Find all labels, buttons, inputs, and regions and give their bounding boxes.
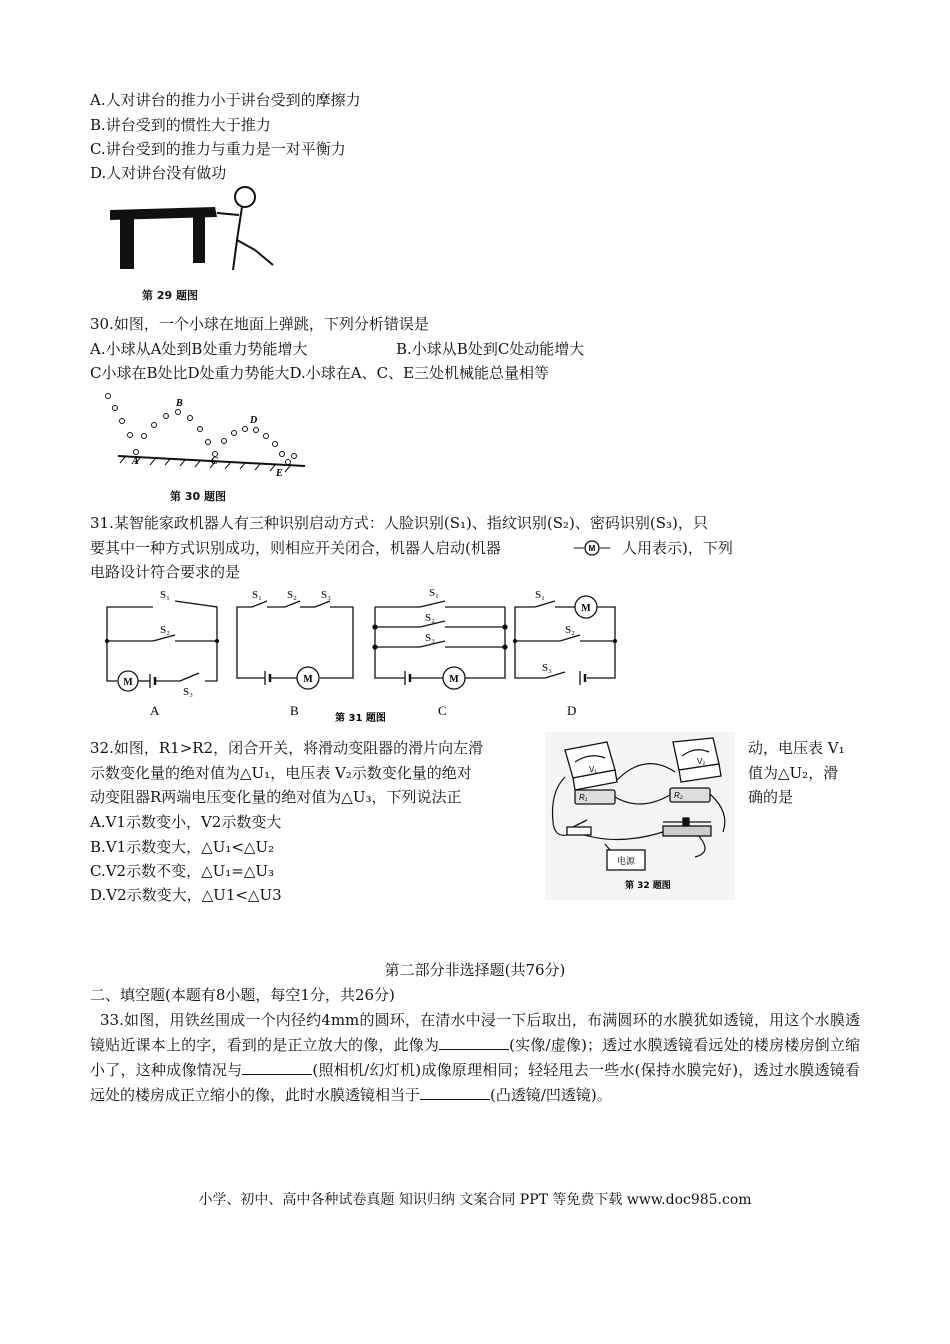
circuit-d-motor: M bbox=[581, 603, 591, 614]
circuit-c bbox=[373, 601, 507, 689]
q33-part2: (实像/虚像)；透过水膜透镜看远处的楼房楼房倒立缩小了，这种成像情况与 bbox=[90, 1036, 860, 1079]
q33-part4: (凸透镜/凹透镜)。 bbox=[490, 1086, 612, 1104]
circuit-c-s2: S₂ bbox=[425, 612, 435, 624]
person-illustration bbox=[217, 187, 273, 270]
point-d-label: D bbox=[250, 415, 258, 426]
q30-option-cd: C小球在B处比D处重力势能大D.小球在A、C、E三处机械能总量相等 bbox=[90, 364, 550, 382]
point-e-label: E bbox=[276, 468, 283, 479]
section-title: 二、填空题(本题有8小题，每空1分，共26分) bbox=[90, 986, 395, 1004]
circuit-d-s3: S₃ bbox=[542, 662, 552, 674]
q31-line1: 31.某智能家政机器人有三种识别启动方式：人脸识别(S₁)、指纹识别(S₂)、密码识别(S₃)，只 bbox=[90, 514, 708, 532]
q29-option-b: B.讲台受到的惯性大于推力 bbox=[90, 116, 271, 134]
ball-trajectory bbox=[106, 394, 297, 465]
point-c-label: C bbox=[211, 456, 218, 467]
q32-option-b: B.V1示数变大，△U₁<△U₂ bbox=[90, 838, 275, 856]
r1-label: R₁ bbox=[579, 793, 588, 802]
circuit-b-label: B bbox=[290, 703, 299, 718]
circuit-d-s2: S₂ bbox=[565, 624, 575, 636]
circuit-c-motor: M bbox=[449, 674, 459, 685]
circuit-c-s1: S₁ bbox=[429, 587, 439, 599]
q30-stem: 30.如图，一个小球在地面上弹跳，下列分析错误是 bbox=[90, 315, 429, 333]
q32-line3a: 动变阻器R两端电压变化量的绝对值为△U₃，下列说法正 bbox=[90, 788, 462, 806]
v1-label: V₁ bbox=[589, 765, 598, 774]
q32-line2a: 示数变化量的绝对值为△U₁，电压表 V₂示数变化量的绝对 bbox=[90, 764, 472, 782]
q32-option-a: A.V1示数变小，V2示数变大 bbox=[90, 813, 282, 831]
circuit-c-label: C bbox=[438, 703, 447, 718]
q30-figure bbox=[100, 388, 310, 483]
q30-option-a: A.小球从A处到B处重力势能增大 bbox=[90, 340, 308, 358]
circuit-b-motor: M bbox=[303, 674, 313, 685]
motor-icon-letter: M bbox=[588, 544, 596, 553]
circuit-a-s2: S₂ bbox=[160, 624, 170, 636]
q31-line2b: 人用表示)，下列 bbox=[622, 539, 733, 557]
q32-line1b: 动，电压表 V₁ bbox=[748, 739, 845, 757]
circuit-a-s3: S₃ bbox=[183, 686, 193, 698]
q33-blank-1[interactable] bbox=[439, 1035, 509, 1050]
r2-label: R₂ bbox=[674, 791, 683, 800]
power-supply-label: 电源 bbox=[616, 857, 636, 867]
q33-part3: (照相机/幻灯机)成像原理相同；轻轻甩去一些水(保持水膜完好)，透过水膜透镜看远处的楼房成正立缩小的像，此时水膜透镜相当于 bbox=[90, 1061, 860, 1104]
motor-icon bbox=[574, 538, 610, 558]
circuit-b-s2: S₂ bbox=[287, 589, 297, 601]
q32-line2b: 值为△U₂，滑 bbox=[748, 764, 839, 782]
circuit-b bbox=[237, 601, 353, 689]
circuit-b-s1: S₁ bbox=[252, 589, 262, 601]
q33-paragraph bbox=[90, 1008, 860, 1108]
q33-blank-3[interactable] bbox=[420, 1085, 490, 1100]
q31-circuit-diagrams bbox=[95, 583, 640, 723]
q32-option-d: D.V2示数变大，△U1<△U3 bbox=[90, 886, 282, 904]
q29-caption: 第 29 题图 bbox=[142, 289, 198, 302]
circuit-b-s3: S₃ bbox=[321, 589, 331, 601]
q29-option-c: C.讲台受到的推力与重力是一对平衡力 bbox=[90, 140, 346, 158]
circuit-c-s3: S₃ bbox=[425, 632, 435, 644]
q33-part1: 33.如图，用铁丝围成一个内径约4mm的圆环，在清水中浸一下后取出，布满圆环的水膜犹如透镜，用这个水膜透镜贴近课本上的字，看到的是正立放大的像，此像为 bbox=[90, 1011, 860, 1054]
q31-caption: 第 31 题图 bbox=[335, 713, 386, 723]
q30-caption: 第 30 题图 bbox=[170, 490, 226, 503]
q31-line2a: 要其中一种方式识别成功，则相应开关闭合，机器人启动(机器 bbox=[90, 539, 501, 557]
part2-title: 第二部分非选择题(共76分) bbox=[384, 961, 566, 979]
point-a-label: A bbox=[132, 456, 139, 467]
v2-label: V₂ bbox=[697, 757, 706, 766]
circuit-d bbox=[514, 596, 617, 685]
q29-option-a: A.人对讲台的推力小于讲台受到的摩擦力 bbox=[90, 91, 361, 109]
q32-line1a: 32.如图，R1>R2，闭合开关，将滑动变阻器的滑片向左滑 bbox=[90, 739, 484, 757]
q29-option-d: D.人对讲台没有做功 bbox=[90, 164, 227, 182]
circuit-a-s1: S₁ bbox=[160, 589, 170, 601]
footer: 小学、初中、高中各种试卷真题 知识归纳 文案合同 PPT 等免费下载 www.doc985.com bbox=[198, 1192, 752, 1208]
q32-figure bbox=[545, 732, 735, 900]
circuit-d-label: D bbox=[567, 703, 577, 718]
q32-option-c: C.V2示数不变，△U₁=△U₃ bbox=[90, 862, 275, 880]
q33-blank-2[interactable] bbox=[242, 1060, 312, 1075]
circuit-a-motor: M bbox=[123, 677, 133, 688]
q31-line3: 电路设计符合要求的是 bbox=[90, 563, 241, 581]
q32-line3b: 确的是 bbox=[748, 788, 794, 806]
circuit-a-label: A bbox=[150, 703, 160, 718]
q32-caption: 第 32 题图 bbox=[625, 881, 671, 891]
q30-option-b: B.小球从B处到C处动能增大 bbox=[396, 340, 585, 358]
circuit-d-s1: S₁ bbox=[535, 589, 545, 601]
point-b-label: B bbox=[176, 398, 183, 409]
q29-figure bbox=[105, 185, 285, 275]
lectern-illustration bbox=[110, 207, 217, 269]
